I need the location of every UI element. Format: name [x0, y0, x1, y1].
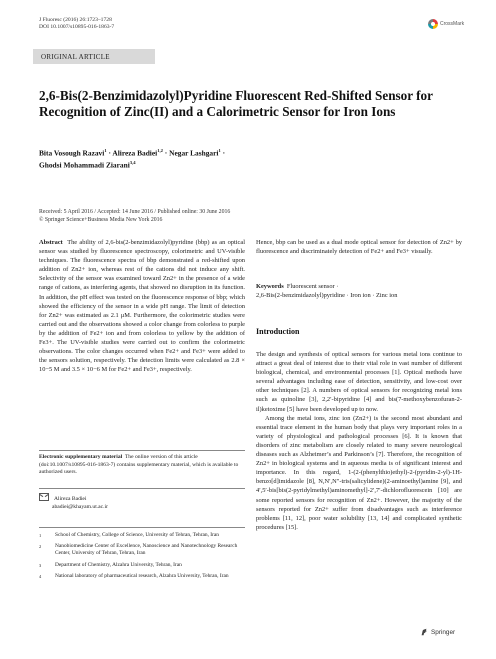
affiliation-item: [39, 543, 249, 557]
publication-dates: [39, 209, 459, 224]
received-dates: Received: 5 April 2016 / Accepted: 14 June 2016 / Published online: 30 June 2016: [39, 209, 231, 215]
correspondence-divider: [39, 488, 245, 489]
publisher-logo: [420, 628, 455, 636]
abstract-text: The ability of 2,6-bis(2-benzimidazolyl)pyridine (bbp) as an optical sensor was studied by fluorescence spectroscopy, colorimetric and UV-visible techniques. The fluorescence spectra of bbp demonstrated a red-shifted upon addition of Zn2+ ion, whereas rest of the cations did not induce any shift. Selectivity of the sensor was examined toward Zn2+ in the presence of a wide range of cations, as interfering agents, that showed no disruption in its function. In addition, the pH effect was tested on the fluorescence response of bbp; which showed the efficiency of the sensor in a wide pH range. The limit of detection for Zn2+ was estimated as 2.1 μM. Furthermore, the colorimetric studies were carried out and the observations showed a color change from colorless to purple by the addition of Fe2+ ion and from colorless to yellow by the addition of Fe3+. The UV-visible studies were carried out to confirm the colorimetric observations. The color changes occurred when Fe2+ and Fe3+ were added to the sensors solution, respectively. The detection limits were calculated as 2.8 × 10−5 M and 3.5 × 10−6 M for Fe2+ and Fe3+, respectively.: [39, 239, 245, 374]
springer-horse-icon: [420, 628, 428, 636]
esm-text: The online version of this article (doi:10.1007/s10895-016-1863-7) contains supplementary material, which is available to authorized users.: [39, 454, 239, 476]
affiliation-text: Nanobiomedicine Center of Excellence, Nanoscience and Nanotechnology Research Center, University of Tehran, Tehran, Iran: [55, 543, 238, 557]
corresponding-author-email[interactable]: abadiei@khayam.ut.ac.ir: [52, 503, 108, 510]
author-affiliation-mark: 1,2: [157, 148, 163, 153]
crossmark-badge[interactable]: [428, 18, 468, 30]
keywords-line-1: Fluorescent sensor ·: [286, 283, 339, 290]
author-list: [39, 146, 339, 171]
abstract: [39, 238, 245, 374]
affiliation-number: 1: [39, 533, 42, 538]
affiliation-number: 2: [39, 544, 42, 550]
affiliation-number: 4: [39, 573, 42, 579]
keywords: [256, 282, 462, 300]
affiliation-text: National laboratory of pharmaceutical research, Alzahra University, Tehran, Iran: [55, 572, 229, 579]
affiliation-number: 3: [39, 562, 42, 568]
author-name[interactable]: Negar Lashgari: [169, 148, 219, 158]
affiliations: [39, 532, 249, 584]
abstract-continuation: Hence, bbp can be used as a dual mode optical sensor for detection of Zn2+ by fluorescence and discriminately detection of Fe2+ and Fe3+ visually.: [256, 239, 462, 256]
correspondence: [39, 493, 245, 511]
esm-label: Electronic supplementary material: [39, 454, 123, 460]
envelope-icon: [39, 493, 49, 501]
journal-header: [39, 17, 114, 32]
article-title: 2,6-Bis(2-Benzimidazolyl)Pyridine Fluorescent Red-Shifted Sensor for Recognition of Zinc(II) and a Calorimetric Sensor for Iron Ions: [39, 88, 433, 119]
supplementary-material-note: [39, 454, 245, 477]
keywords-label: Keywords: [256, 283, 284, 290]
author-name[interactable]: Bita Vosough Razavi: [39, 148, 105, 158]
author-affiliation-mark: 3,4: [129, 160, 136, 166]
affiliation-item: [39, 562, 249, 569]
publisher-name: Springer: [431, 628, 456, 636]
author-name[interactable]: Ghodsi Mohammadi Ziarani: [39, 160, 130, 170]
introduction-body: [256, 350, 462, 532]
affiliation-text: Department of Chemistry, Alzahra University, Tehran, Iran: [55, 561, 182, 568]
keywords-line-2: 2,6-Bis(2-benzimidazolyl)pyridine · Iron ion · Zinc ion: [256, 292, 398, 300]
article-type-label: ORIGINAL ARTICLE: [41, 52, 110, 61]
corresponding-author-name: Alireza Badiei: [54, 496, 87, 502]
abstract-label: Abstract: [39, 239, 63, 246]
author-affiliation-mark: 1: [218, 148, 221, 153]
introduction-heading: Introduction: [256, 327, 300, 336]
author-line-2: [39, 158, 339, 170]
author-affiliation-mark: 1: [104, 148, 107, 153]
affiliation-item: [39, 573, 249, 580]
crossmark-label: CrossMark: [440, 21, 465, 27]
affiliations-divider: [39, 527, 245, 528]
author-line-1: Bita Vosough Razavi$^1$ · Alireza Badiei$^{1,2}$ · Negar Lashgari$^1$ ·: [39, 148, 226, 158]
affiliation-item: [39, 532, 249, 539]
author-name[interactable]: Alireza Badiei: [112, 148, 158, 158]
doi-text[interactable]: DOI 10.1007/s10895-016-1863-7: [39, 24, 115, 31]
copyright-notice: © Springer Science+Business Media New York 2016: [39, 216, 163, 223]
crossmark-icon: [428, 19, 438, 29]
footnote-divider: [39, 450, 245, 451]
introduction-paragraph-1: The design and synthesis of optical sensors for various metal ions continue to attract a great deal of interest due to their vital role in vast number of different biological, chemical, and environmental processes [1]. Optical methods have several advantages including ease of detection, sensitivity, and low-cost over other techniques [2]. A numbers of optical sensors for recognizing metal ions such as quinoline [3], 2,2′-bipyridine [4] and bis(7-methoxybenzofuran-2-il)ketoxime [5] have been developed up to now.: [256, 351, 462, 413]
affiliation-text: School of Chemistry, College of Science, University of Tehran, Tehran, Iran: [55, 532, 219, 538]
journal-reference: J Fluoresc (2016) 26:1723–1728: [39, 17, 112, 23]
introduction-paragraph-2: Among the metal ions, zinc ion (Zn2+) is the second most abundant and essential trace element in the human body that plays very important roles in a variety of physiological and pathological processes [6]. It is known that disorders of zinc metabolism are closely related to many severe neurological diseases such as Alzheimer’s and Parkinson’s [7]. Therefore, the recognition of Zn2+ in biological systems and in aqueous media is of significant interest and importance. In this regard, 1-(2-(phenylthio)ethyl)-2-(pyridin-2-yl)-1H-benzo[d]imidazole [8], N,N′,N″-tris(salicylidene)(2-aminoethyl)amine [9], and 4′,5′-bis[bis(2-pyridylmethyl)aminomethyl]-2′,7′-dichlorofluorescein [10] are some reported sensors for recognition of Zn2+. However, the majority of the sensors reported for Zn2+ suffer from disadvantages such as interference problems [11, 12], poor water solubility [13, 14] and complicated synthetic procedures [15].: [256, 414, 462, 531]
